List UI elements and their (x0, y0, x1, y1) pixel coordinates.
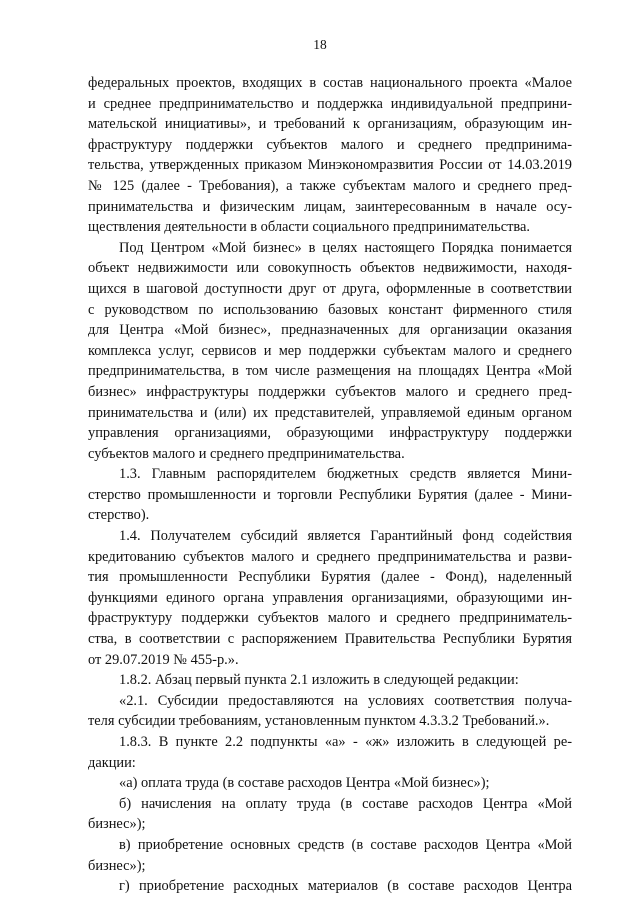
text-line: в) приобретение основных средств (в составе расходов Центра «Мой (119, 836, 572, 853)
text-line: управления организациями, образующими инфраструктуру поддержки (88, 425, 572, 442)
text-line: Под Центром «Мой бизнес» в целях настоящего Порядка понимается (119, 239, 572, 256)
text-line: № 125 (далее - Требования), а также субъектам малого и среднего пред- (88, 177, 572, 194)
paragraph (88, 732, 572, 773)
text-line: комплекса услуг, сервисов и мер поддержки субъектам малого и среднего (88, 342, 572, 359)
text-line: функциями единого органа управления организациями, образующими ин- (88, 589, 572, 606)
text-line: ства, в соответствии с распоряжением Правительства Республики Бурятия (88, 631, 572, 648)
text-line: «а) оплата труда (в составе расходов Центра «Мой бизнес»); (119, 775, 490, 792)
paragraph (88, 238, 572, 465)
text-line: 1.8.3. В пункте 2.2 подпункты «а» - «ж» изложить в следующей ре- (119, 734, 572, 750)
text-line: бизнес»); (88, 816, 146, 833)
text-line: стерство). (88, 507, 150, 524)
paragraph (88, 691, 572, 732)
text-line: теля субсидии требованиям, установленным пунктом 4.3.3.2 Требований.». (88, 713, 550, 730)
text-line: принимательства и физическим лицам, заинтересованным в начале осу- (88, 198, 572, 215)
text-line: и среднее предпринимательство и поддержка индивидуальной предприни- (88, 95, 572, 112)
text-line: «2.1. Субсидии предоставляются на условиях соответствия получа- (119, 692, 572, 709)
paragraph (88, 464, 572, 526)
text-line: дакции: (88, 754, 136, 771)
paragraph (88, 526, 572, 670)
text-line: предпринимательства, в том числе размещения на площадях Центра «Мой (88, 363, 572, 380)
text-line: б) начисления на оплату труда (в составе расходов Центра «Мой (119, 795, 572, 812)
text-line: для Центра «Мой бизнес», предназначенных для организации оказания (88, 322, 572, 339)
text-line: г) приобретение расходных материалов (в составе расходов Центра (119, 878, 572, 895)
text-line: субъектов малого и среднего предпринимательства. (88, 445, 405, 462)
text-line: от 29.07.2019 № 455-р.». (88, 651, 239, 668)
text-line: стерство промышленности и торговли Республики Бурятия (далее - Мини- (88, 486, 572, 503)
text-line: 1.8.2. Абзац первый пункта 2.1 изложить в следующей редакции: (119, 672, 519, 689)
text-line: 1.4. Получателем субсидий является Гарантийный фонд содействия (119, 528, 572, 545)
text-line: бизнес» инфраструктуры поддержки субъектов малого и среднего пред- (88, 383, 572, 400)
text-line: фраструктуру поддержки субъектов малого и среднего предпринима- (88, 136, 572, 153)
text-line: мательской инициативы», и требований к организациям, образующим ин- (88, 116, 572, 133)
paragraph (88, 73, 572, 238)
text-line: ществления деятельности в области социального предпринимательства. (88, 219, 530, 236)
paragraph (88, 794, 572, 835)
text-line: фраструктуру поддержки субъектов малого и среднего предприниматель- (88, 610, 572, 627)
text-line: кредитованию субъектов малого и среднего предпринимательства и разви- (88, 548, 572, 565)
text-line: принимательства и (или) их представителей, управляемой единым органом (88, 404, 572, 421)
paragraph (88, 773, 572, 794)
text-line: федеральных проектов, входящих в состав национального проекта «Малое (88, 75, 572, 91)
text-line: тия промышленности Республики Бурятия (далее - Фонд), наделенный (88, 569, 572, 586)
text-line: объект недвижимости или совокупность объектов недвижимости, находя- (88, 260, 572, 277)
paragraph (88, 835, 572, 876)
text-line: 1.3. Главным распорядителем бюджетных средств является Мини- (119, 466, 572, 483)
page-number: 18 (313, 37, 327, 52)
document-body (88, 73, 572, 897)
text-line: с руководством по использованию базовых констант фирменного стиля (88, 301, 572, 318)
text-line: тельства, утвержденных приказом Минэкономразвития России от 14.03.2019 (88, 157, 572, 174)
text-line: щихся в шаговой доступности друг от друга, оформленные в соответствии (88, 280, 572, 297)
paragraph (88, 876, 572, 897)
paragraph (88, 670, 572, 691)
text-line: бизнес»); (88, 857, 146, 874)
